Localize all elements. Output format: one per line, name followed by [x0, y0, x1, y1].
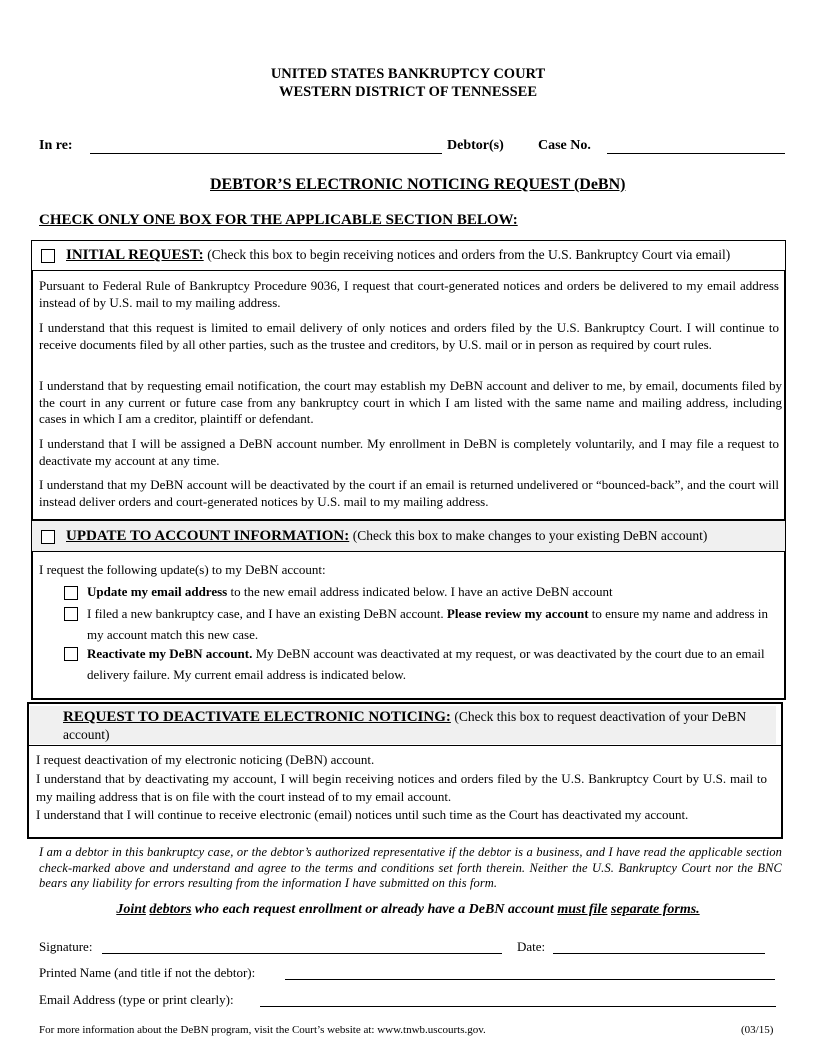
initial-request-desc: (Check this box to begin receiving notices and orders from the U.S. Bankruptcy Court via email) — [207, 247, 731, 262]
deactivate-desc: (Check this box to request deactivation of your DeBN account) — [63, 709, 747, 742]
update-email-bold: Update my email address — [87, 584, 228, 599]
must-file-words: must file — [557, 902, 608, 917]
new-case-bold: Please review my account — [446, 606, 589, 621]
update-intro: I request the following update(s) to my DeBN account: — [39, 562, 326, 577]
form-title: DEBTOR’S ELECTRONIC NOTICING REQUEST (DeBN) — [210, 176, 626, 193]
case-no-field[interactable] — [607, 153, 785, 154]
reactivate-text: My DeBN account was deactivated at my request, or was deactivated by the court due to an email delivery failure. My current email address is indicated below. — [87, 646, 765, 682]
initial-para-3: I understand that by requesting email notification, the court may establish my DeBN account and deliver to me, by email, documents filed by the court in any current or future case from any bankruptcy court in which I am listed with the same name and mailing address, including cases in which I am a creditor, plaintiff or defendant. — [39, 378, 782, 426]
reactivate-checkbox[interactable] — [64, 647, 78, 661]
certification-text: I am a debtor in this bankruptcy case, or the debtor’s authorized representative if the debtor is a business, and I have read the applicable section check-marked above and understand and agree to the terms and conditions set forth therein. Neither the U.S. Bankruptcy Court nor the BNC bears any liability for errors resulting from the information I have submitted on this form. — [39, 845, 782, 890]
update-email-text: to the new email address indicated below. I have an active DeBN account — [227, 584, 613, 599]
date-field[interactable] — [553, 953, 765, 954]
deactivate-line-3: I understand that I will continue to receive electronic (email) notices until such time as the Court has deactivated my account. — [36, 807, 689, 822]
court-name: UNITED STATES BANKRUPTCY COURT — [270, 66, 546, 82]
date-label: Date: — [517, 939, 546, 954]
initial-para-5: I understand that my DeBN account will be deactivated by the court if an email is returned undelivered or “bounced-back”, and the court will instead deliver orders and court-generated notices by U.S. mail to my mailing address. — [39, 477, 779, 509]
check-only-instruction: CHECK ONLY ONE BOX FOR THE APPLICABLE SECTION BELOW: — [39, 212, 518, 228]
court-district: WESTERN DISTRICT OF TENNESSEE — [278, 84, 537, 100]
signature-field[interactable] — [102, 953, 502, 954]
update-option-new-case — [87, 604, 777, 645]
email-address-label: Email Address (type or print clearly): — [39, 992, 234, 1007]
deactivate-line-2: I understand that by deactivating my account, I will begin receiving notices and orders filed by the U.S. Bankruptcy Court by U.S. mail to my mailing address that is on file with the court instead of to my email account. — [36, 771, 767, 804]
initial-para-2: I understand that this request is limited to email delivery of only notices and orders filed by the U.S. Bankruptcy Court. I will continue to receive documents filed by all other parties, such as the trustee and creditors, by U.S. mail or in person as required by court rules. — [39, 320, 779, 352]
initial-request-checkbox[interactable] — [41, 249, 55, 263]
deactivate-label: REQUEST TO DEACTIVATE ELECTRONIC NOTICING: — [63, 709, 451, 725]
footer-revision: (03/15) — [741, 1024, 774, 1036]
separate-forms-words: separate forms. — [611, 902, 700, 917]
in-re-label: In re: — [39, 138, 73, 153]
in-re-field[interactable] — [90, 153, 442, 154]
deactivate-heading — [63, 708, 768, 744]
deactivate-line-1: I request deactivation of my electronic noticing (DeBN) account. — [36, 752, 375, 767]
update-checkbox[interactable] — [41, 530, 55, 544]
new-case-text-a: I filed a new bankruptcy case, and I have an existing DeBN account. — [87, 606, 447, 621]
footer-info: For more information about the DeBN program, visit the Court’s website at: www.tnwb.uscourts.gov. — [39, 1024, 486, 1036]
new-case-text-b: to ensure my name and address in my account match this new case. — [87, 606, 768, 642]
joint-debtors-notice — [0, 902, 816, 918]
printed-name-field[interactable] — [285, 979, 775, 980]
email-address-field[interactable] — [260, 1006, 776, 1007]
initial-para-1: Pursuant to Federal Rule of Bankruptcy Procedure 9036, I request that court-generated notices and orders be delivered to my email address instead of by U.S. mail to my mailing address. — [39, 278, 779, 310]
printed-name-label: Printed Name (and title if not the debtor): — [39, 965, 256, 980]
joint-middle-text: who each request enrollment or already have a DeBN account — [191, 902, 558, 917]
new-case-checkbox[interactable] — [64, 607, 78, 621]
update-option-email — [87, 584, 777, 600]
update-desc: (Check this box to make changes to your existing DeBN account) — [352, 528, 708, 543]
initial-request-label: INITIAL REQUEST: — [66, 247, 204, 263]
reactivate-bold: Reactivate my DeBN account. — [87, 646, 253, 661]
update-email-checkbox[interactable] — [64, 586, 78, 600]
initial-request-heading — [66, 247, 730, 264]
debtors-word: debtors — [149, 902, 192, 917]
update-heading — [66, 528, 707, 545]
update-label: UPDATE TO ACCOUNT INFORMATION: — [66, 528, 350, 544]
signature-label: Signature: — [39, 939, 93, 954]
update-option-reactivate — [87, 644, 777, 685]
joint-word: Joint — [116, 902, 146, 917]
case-no-label: Case No. — [538, 138, 591, 153]
initial-para-4: I understand that I will be assigned a DeBN account number. My enrollment in DeBN is completely voluntarily, and I may file a request to deactivate my account at any time. — [39, 436, 779, 468]
debtor-label: Debtor(s) — [447, 138, 504, 153]
deactivate-header-divider — [28, 745, 782, 746]
